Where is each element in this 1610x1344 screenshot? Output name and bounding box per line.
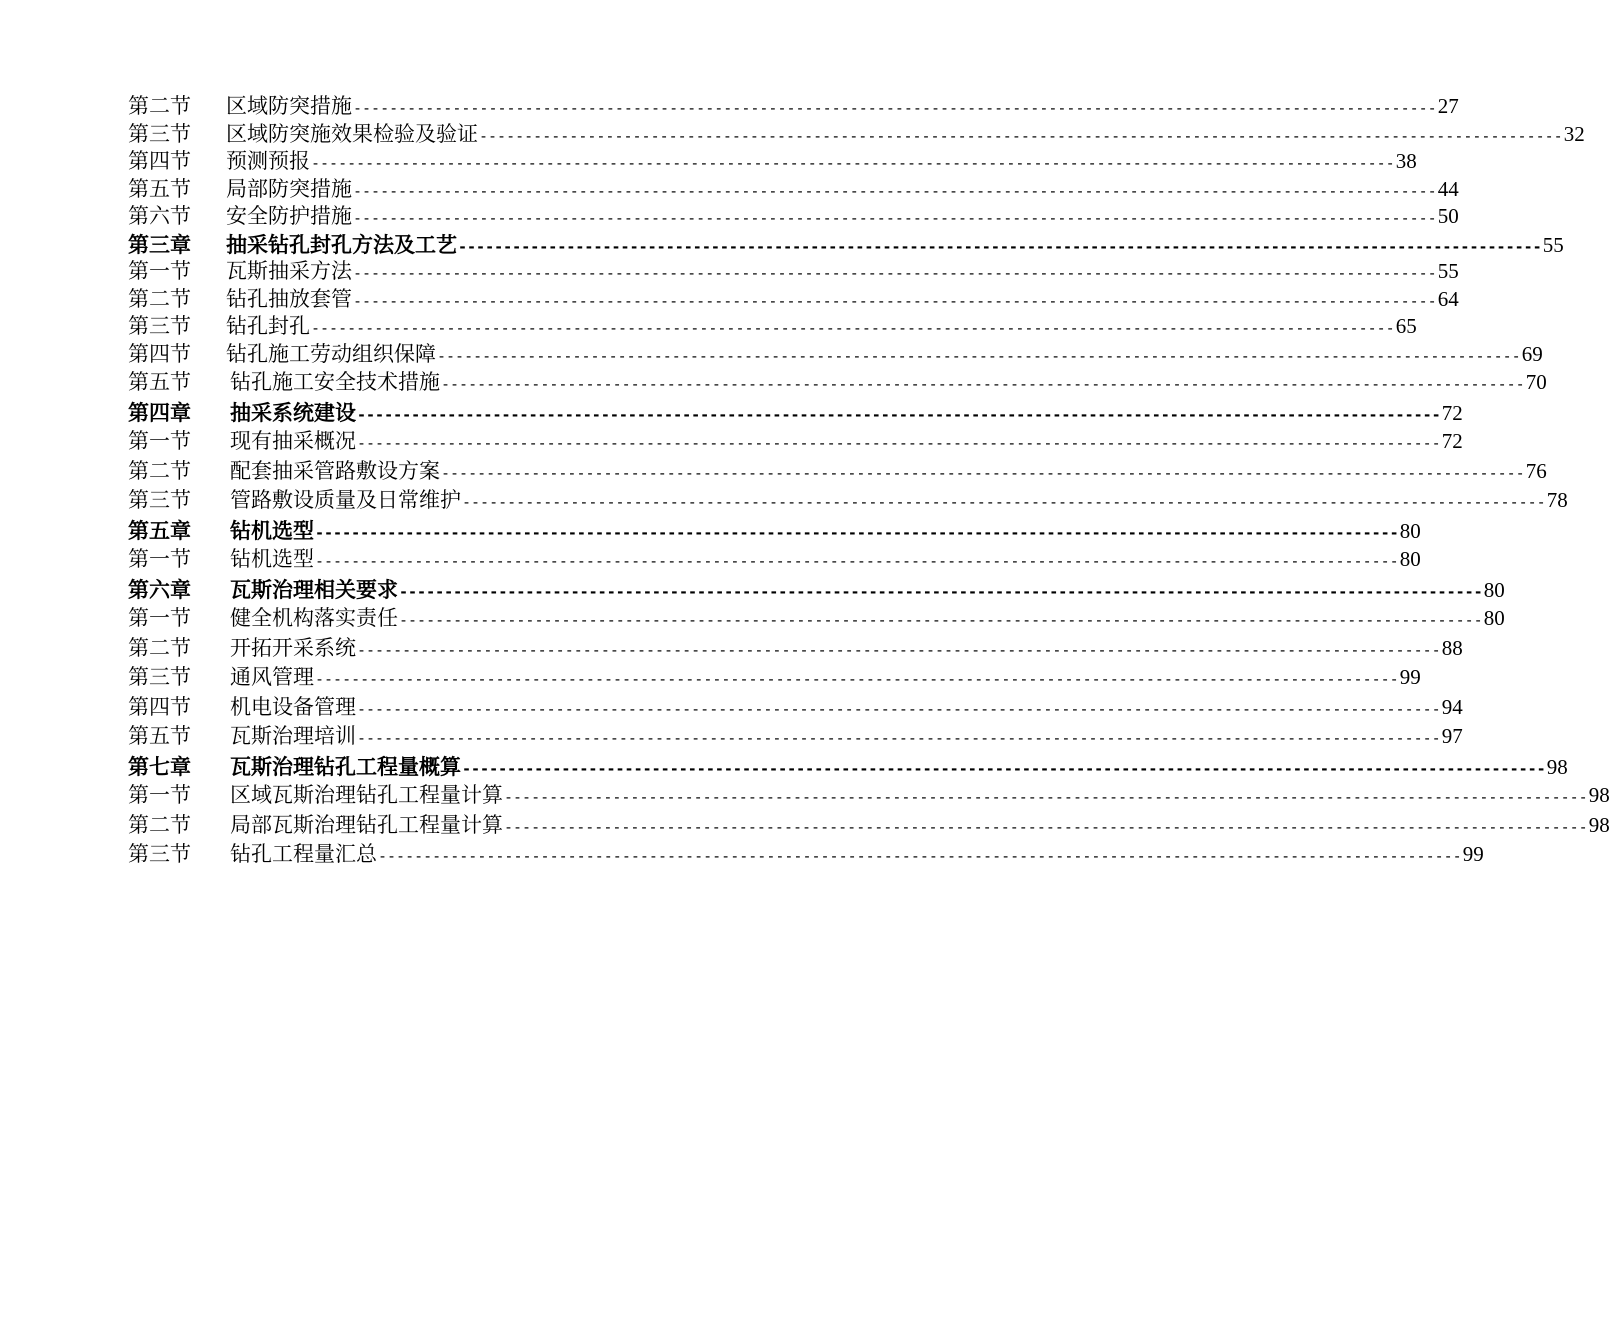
toc-entry-label: 第三节 bbox=[128, 842, 191, 866]
toc-entry-label: 第四节 bbox=[128, 341, 191, 366]
toc-entry-page-number: 99 bbox=[1399, 665, 1421, 689]
toc-section-entry bbox=[128, 93, 1459, 121]
toc-entry-label: 第一节 bbox=[128, 259, 191, 283]
dot-leader: ------------------------------------------------------------------------------------------------------------------------ bbox=[357, 434, 1441, 452]
toc-entry-page-number: 98 bbox=[1588, 783, 1610, 807]
dot-leader: ------------------------------------------------------------------------------------------------------------------------ bbox=[441, 463, 1525, 482]
toc-section-entry bbox=[128, 341, 1543, 369]
toc-section-entry bbox=[128, 457, 1547, 487]
toc-entry-label: 第五节 bbox=[128, 176, 191, 201]
dot-leader: ------------------------------------------------------------------------------------------------------------------------ bbox=[462, 493, 1546, 511]
dot-leader: ------------------------------------------------------------------------------------------------------------------------ bbox=[357, 699, 1441, 718]
toc-entry-title: 瓦斯抽采方法 bbox=[226, 259, 352, 283]
dot-leader: ------------------------------------------------------------------------------------------------------------------------ bbox=[458, 237, 1542, 256]
toc-entry-label: 第七章 bbox=[128, 753, 191, 779]
dot-leader: ------------------------------------------------------------------------------------------------------------------------ bbox=[357, 640, 1441, 659]
toc-entry-label: 第二节 bbox=[128, 812, 191, 837]
dot-leader: ------------------------------------------------------------------------------------------------------------------------ bbox=[504, 817, 1588, 836]
dot-leader: ------------------------------------------------------------------------------------------------------------------------ bbox=[437, 346, 1521, 365]
toc-entry-page-number: 80 bbox=[1399, 518, 1421, 543]
toc-entry-page-number: 27 bbox=[1437, 94, 1459, 118]
toc-entry-label: 第六章 bbox=[128, 576, 191, 602]
toc-section-entry bbox=[128, 286, 1459, 314]
toc-section-entry bbox=[128, 203, 1459, 231]
toc-entry-page-number: 64 bbox=[1437, 286, 1459, 311]
toc-entry-title: 抽采钻孔封孔方法及工艺 bbox=[226, 231, 457, 257]
toc-entry-page-number: 72 bbox=[1441, 429, 1463, 453]
toc-section-entry bbox=[128, 313, 1417, 341]
dot-leader: ------------------------------------------------------------------------------------------------------------------------ bbox=[504, 788, 1588, 806]
toc-section-entry bbox=[128, 545, 1421, 575]
dot-leader: ------------------------------------------------------------------------------------------------------------------------ bbox=[315, 523, 1399, 542]
toc-entry-label: 第二节 bbox=[128, 458, 191, 483]
toc-section-entry bbox=[128, 811, 1610, 841]
toc-entry-page-number: 80 bbox=[1483, 606, 1505, 630]
toc-entry-title: 区域防突施效果检验及验证 bbox=[226, 121, 478, 146]
toc-entry-title: 现有抽采概况 bbox=[230, 429, 356, 453]
toc-entry-title: 机电设备管理 bbox=[230, 694, 356, 719]
toc-entry-page-number: 70 bbox=[1525, 370, 1547, 394]
toc-section-entry bbox=[128, 634, 1463, 664]
toc-entry-title: 钻孔工程量汇总 bbox=[230, 842, 377, 866]
toc-entry-page-number: 65 bbox=[1395, 314, 1417, 338]
toc-section-entry bbox=[128, 258, 1459, 286]
toc-entry-label: 第二节 bbox=[128, 94, 191, 118]
toc-chapter-entry bbox=[128, 752, 1568, 782]
toc-entry-page-number: 78 bbox=[1546, 488, 1568, 512]
dot-leader: ------------------------------------------------------------------------------------------------------------------------ bbox=[357, 729, 1441, 747]
toc-entry-label: 第三章 bbox=[128, 231, 191, 257]
toc-entry-label: 第六节 bbox=[128, 204, 191, 228]
toc-entry-title: 瓦斯治理培训 bbox=[230, 724, 356, 748]
toc-chapter-entry bbox=[128, 398, 1463, 428]
toc-entry-page-number: 76 bbox=[1525, 458, 1547, 483]
dot-leader: ------------------------------------------------------------------------------------------------------------------------ bbox=[357, 405, 1441, 424]
toc-entry-label: 第三节 bbox=[128, 121, 191, 146]
toc-entry-title: 钻孔抽放套管 bbox=[226, 286, 352, 311]
toc-entry-title: 瓦斯治理相关要求 bbox=[230, 576, 398, 602]
toc-entry-title: 钻机选型 bbox=[230, 517, 314, 543]
toc-entry-label: 第四节 bbox=[128, 694, 191, 719]
toc-entry-page-number: 99 bbox=[1462, 842, 1484, 866]
toc-entry-label: 第四节 bbox=[128, 149, 191, 173]
toc-entry-page-number: 38 bbox=[1395, 149, 1417, 173]
toc-section-entry bbox=[128, 121, 1585, 149]
toc-entry-title: 钻孔施工劳动组织保障 bbox=[226, 341, 436, 366]
toc-entry-page-number: 98 bbox=[1588, 812, 1610, 837]
dot-leader: ------------------------------------------------------------------------------------------------------------------------ bbox=[311, 319, 1395, 337]
toc-entry-label: 第五节 bbox=[128, 370, 191, 394]
toc-entry-page-number: 72 bbox=[1441, 400, 1463, 425]
toc-section-entry bbox=[128, 176, 1459, 204]
toc-entry-label: 第五节 bbox=[128, 724, 191, 748]
toc-entry-label: 第四章 bbox=[128, 399, 191, 425]
toc-entry-title: 钻孔施工安全技术措施 bbox=[230, 370, 440, 394]
toc-entry-title: 区域瓦斯治理钻孔工程量计算 bbox=[230, 783, 503, 807]
dot-leader: ------------------------------------------------------------------------------------------------------------------------ bbox=[353, 209, 1437, 227]
toc-entry-page-number: 32 bbox=[1563, 121, 1585, 146]
toc-entry-label: 第二节 bbox=[128, 286, 191, 311]
toc-entry-title: 局部瓦斯治理钻孔工程量计算 bbox=[230, 812, 503, 837]
toc-entry-label: 第三节 bbox=[128, 314, 191, 338]
toc-entry-page-number: 88 bbox=[1441, 635, 1463, 660]
toc-chapter-entry bbox=[128, 516, 1421, 546]
toc-section-entry bbox=[128, 663, 1421, 693]
toc-section-entry bbox=[128, 148, 1417, 176]
toc-entry-page-number: 55 bbox=[1542, 232, 1564, 257]
toc-entry-label: 第一节 bbox=[128, 783, 191, 807]
toc-entry-label: 第三节 bbox=[128, 488, 191, 512]
toc-entry-label: 第一节 bbox=[128, 547, 191, 571]
toc-entry-title: 预测预报 bbox=[226, 149, 310, 173]
dot-leader: ------------------------------------------------------------------------------------------------------------------------ bbox=[311, 154, 1395, 172]
toc-entry-page-number: 97 bbox=[1441, 724, 1463, 748]
toc-section-entry bbox=[128, 781, 1610, 811]
toc-entry-title: 瓦斯治理钻孔工程量概算 bbox=[230, 753, 461, 779]
dot-leader: ------------------------------------------------------------------------------------------------------------------------ bbox=[399, 611, 1483, 629]
dot-leader: ------------------------------------------------------------------------------------------------------------------------ bbox=[479, 126, 1563, 145]
dot-leader: ------------------------------------------------------------------------------------------------------------------------ bbox=[399, 582, 1483, 601]
toc-entry-title: 开拓开采系统 bbox=[230, 635, 356, 660]
toc-entry-page-number: 55 bbox=[1437, 259, 1459, 283]
dot-leader: ------------------------------------------------------------------------------------------------------------------------ bbox=[462, 759, 1546, 778]
toc-section-entry bbox=[128, 486, 1568, 516]
dot-leader: ------------------------------------------------------------------------------------------------------------------------ bbox=[378, 847, 1462, 865]
toc-entry-label: 第二节 bbox=[128, 635, 191, 660]
toc-section-entry bbox=[128, 427, 1463, 457]
toc-section-entry bbox=[128, 840, 1484, 870]
toc-section-entry bbox=[128, 693, 1463, 723]
toc-chapter-entry bbox=[128, 231, 1564, 259]
dot-leader: ------------------------------------------------------------------------------------------------------------------------ bbox=[353, 99, 1437, 117]
table-of-contents bbox=[128, 93, 1610, 870]
toc-entry-title: 钻机选型 bbox=[230, 547, 314, 571]
toc-entry-title: 区域防突措施 bbox=[226, 94, 352, 118]
toc-section-entry bbox=[128, 604, 1505, 634]
toc-entry-page-number: 50 bbox=[1437, 204, 1459, 228]
toc-entry-label: 第一节 bbox=[128, 606, 191, 630]
toc-entry-title: 通风管理 bbox=[230, 665, 314, 689]
dot-leader: ------------------------------------------------------------------------------------------------------------------------ bbox=[353, 264, 1437, 282]
toc-section-entry bbox=[128, 722, 1463, 752]
toc-entry-title: 钻孔封孔 bbox=[226, 314, 310, 338]
toc-entry-page-number: 80 bbox=[1399, 547, 1421, 571]
dot-leader: ------------------------------------------------------------------------------------------------------------------------ bbox=[353, 181, 1437, 200]
dot-leader: ------------------------------------------------------------------------------------------------------------------------ bbox=[315, 552, 1399, 570]
toc-entry-label: 第三节 bbox=[128, 665, 191, 689]
toc-entry-label: 第五章 bbox=[128, 517, 191, 543]
toc-entry-title: 管路敷设质量及日常维护 bbox=[230, 488, 461, 512]
toc-entry-page-number: 44 bbox=[1437, 176, 1459, 201]
toc-chapter-entry bbox=[128, 575, 1505, 605]
toc-entry-page-number: 80 bbox=[1483, 577, 1505, 602]
toc-entry-title: 局部防突措施 bbox=[226, 176, 352, 201]
toc-entry-label: 第一节 bbox=[128, 429, 191, 453]
toc-section-entry bbox=[128, 368, 1547, 398]
toc-entry-page-number: 69 bbox=[1521, 341, 1543, 366]
toc-entry-page-number: 94 bbox=[1441, 694, 1463, 719]
toc-entry-page-number: 98 bbox=[1546, 754, 1568, 779]
toc-entry-title: 健全机构落实责任 bbox=[230, 606, 398, 630]
toc-entry-title: 抽采系统建设 bbox=[230, 399, 356, 425]
toc-entry-title: 安全防护措施 bbox=[226, 204, 352, 228]
toc-entry-title: 配套抽采管路敷设方案 bbox=[230, 458, 440, 483]
dot-leader: ------------------------------------------------------------------------------------------------------------------------ bbox=[441, 375, 1525, 393]
dot-leader: ------------------------------------------------------------------------------------------------------------------------ bbox=[353, 291, 1437, 310]
dot-leader: ------------------------------------------------------------------------------------------------------------------------ bbox=[315, 670, 1399, 688]
